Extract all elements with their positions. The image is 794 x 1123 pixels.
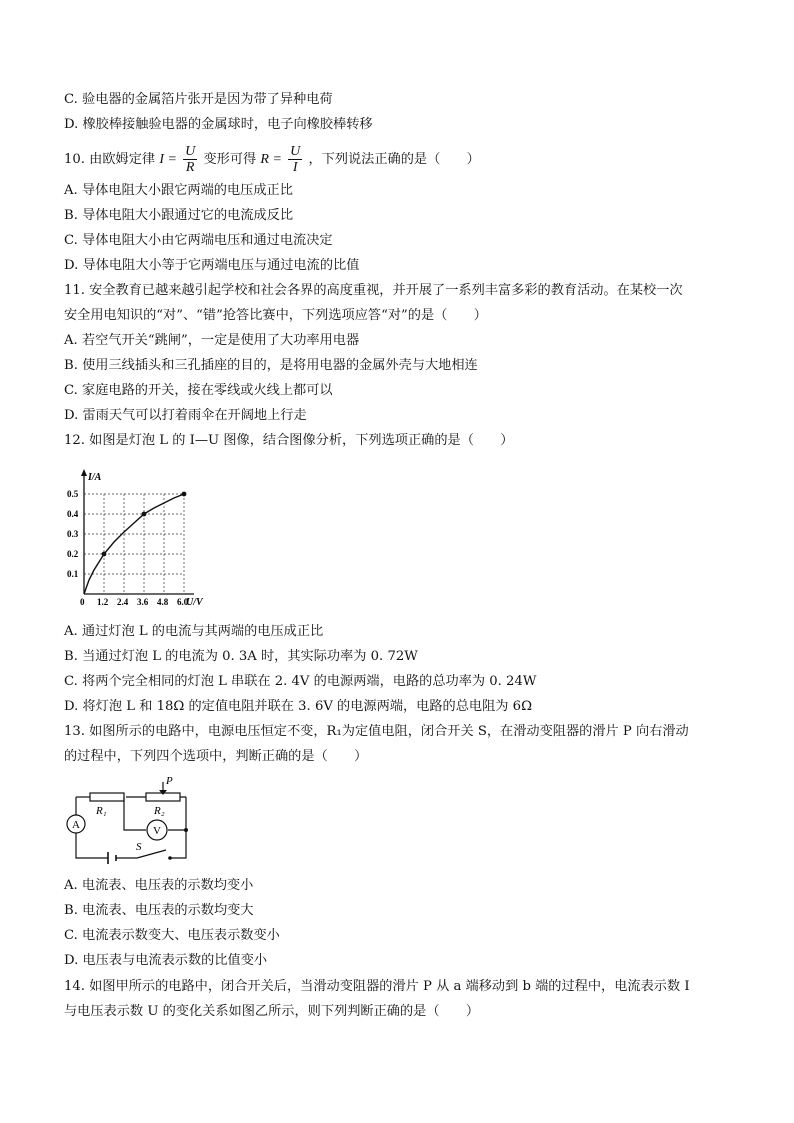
x-tick-label: 4.8: [157, 597, 169, 607]
option-c-prev: C. 验电器的金属箔片张开是因为带了异种电荷: [64, 92, 333, 107]
q11-option-a: A. 若空气开关“跳闸”，一定是使用了大功率用电器: [64, 333, 360, 348]
q12-option-a: A. 通过灯泡 L 的电流与其两端的电压成正比: [64, 624, 324, 639]
junction-dot-right: [184, 828, 188, 832]
battery-symbol: [108, 852, 116, 864]
x-tick-label: 1.2: [97, 597, 109, 607]
q13-option-c: C. 电流表示数变大、电压表示数变小: [64, 928, 280, 943]
y-axis-arrow: [81, 469, 87, 476]
x-tick-label: 0: [80, 597, 85, 607]
formula-i-lhs: I =: [159, 152, 177, 167]
x-tick-label: 3.6: [137, 597, 149, 607]
formula-r-lhs: R =: [260, 152, 282, 167]
switch-contact: [168, 856, 172, 860]
question-12-stem: 12. 如图是灯泡 L 的 I—U 图像，结合图像分析，下列选项正确的是（ ）: [64, 433, 514, 448]
question-14-line-1: 14. 如图甲所示的电路中，闭合开关后，当滑动变阻器的滑片 P 从 a 端移动到 b 端的过程中，电流表示数 I: [64, 979, 690, 994]
q10-text-c: ，下列说法正确的是（ ）: [308, 152, 480, 167]
q12-option-d: D. 将灯泡 L 和 18Ω 的定值电阻并联在 3. 6V 的电源两端，电路的总电阻为 6Ω: [64, 699, 532, 714]
label-p: P: [166, 775, 173, 787]
q10-option-c: C. 导体电阻大小由它两端电压和通过电流决定: [64, 233, 333, 248]
label-r2: R₂: [154, 805, 165, 817]
q10-option-b: B. 导体电阻大小跟通过它的电流成反比: [64, 208, 294, 223]
x-tick-label: 6.0: [177, 597, 189, 607]
label-voltmeter: V: [153, 825, 161, 837]
y-axis-label: I/A: [88, 472, 102, 483]
label-switch: S: [136, 841, 142, 853]
q11-option-b: B. 使用三线插头和三孔插座的目的，是将用电器的金属外壳与大地相连: [64, 358, 478, 373]
x-axis-label: U/V: [186, 597, 203, 608]
formula-r-denominator: I: [292, 160, 298, 175]
formula-i-fraction: [183, 144, 197, 175]
q11-option-d: D. 雷雨天气可以打着雨伞在开阔地上行走: [64, 408, 307, 423]
q10-option-d: D. 导体电阻大小等于它两端电压与通过电流的比值: [64, 258, 360, 273]
y-tick-label: 0.4: [67, 509, 79, 519]
wire-bottom: [116, 797, 186, 858]
q13-option-d: D. 电压表与电流表示数的比值变小: [64, 953, 268, 968]
question-11-line-1: 11. 安全教育已越来越引起学校和社会各界的高度重视，并开展了一系列丰富多彩的教育活动。在某校一次: [64, 283, 683, 298]
iu-curve: [84, 494, 184, 594]
q12-option-c: C. 将两个完全相同的灯泡 L 串联在 2. 4V 的电源两端，电路的总功率为 0. 24W: [64, 674, 537, 689]
question-10-stem: [64, 144, 480, 175]
y-tick-label: 0.1: [67, 569, 79, 579]
q12-option-b: B. 当通过灯泡 L 的电流为 0. 3A 时，其实际功率为 0. 72W: [64, 649, 418, 664]
data-point: [102, 552, 107, 557]
option-d-prev: D. 橡胶棒接触验电器的金属球时，电子向橡胶棒转移: [64, 117, 373, 132]
formula-r-numerator: U: [290, 144, 301, 159]
q13-option-a: A. 电流表、电压表的示数均变小: [64, 878, 254, 893]
question-14-line-2: 与电压表示数 U 的变化关系如图乙所示，则下列判断正确的是（ ）: [64, 1004, 480, 1019]
circuit-diagram: [62, 772, 197, 867]
data-point: [142, 512, 147, 517]
label-ammeter: A: [72, 819, 80, 831]
formula-i-numerator: U: [185, 144, 196, 159]
q13-option-b: B. 电流表、电压表的示数均变大: [64, 903, 254, 918]
question-11-line-2: 安全用电知识的“对”、“错”抢答比赛中，下列选项应答“对”的是（ ）: [64, 308, 487, 323]
x-tick-label: 2.4: [117, 597, 129, 607]
formula-i-denominator: R: [185, 160, 195, 175]
question-13-line-2: 的过程中，下列四个选项中，判断正确的是（ ）: [64, 749, 368, 764]
label-r1: R₁: [96, 805, 107, 817]
q10-option-a: A. 导体电阻大小跟它两端的电压成正比: [64, 183, 293, 198]
q10-text-b: 变形可得: [203, 152, 257, 167]
resistor-r1: [90, 793, 124, 801]
q10-text-a: 10. 由欧姆定律: [64, 152, 156, 167]
q11-option-c: C. 家庭电路的开关，接在零线或火线上都可以: [64, 383, 333, 398]
formula-r-fraction: [288, 144, 302, 175]
y-tick-label: 0.3: [67, 529, 79, 539]
data-point: [182, 492, 187, 497]
y-tick-label: 0.5: [67, 489, 79, 499]
iu-graph: [62, 462, 222, 612]
y-tick-label: 0.2: [67, 549, 79, 559]
question-13-line-1: 13. 如图所示的电路中，电源电压恒定不变，R₁为定值电阻，闭合开关 S，在滑动变阻器的滑片 P 向右滑动: [64, 724, 689, 739]
